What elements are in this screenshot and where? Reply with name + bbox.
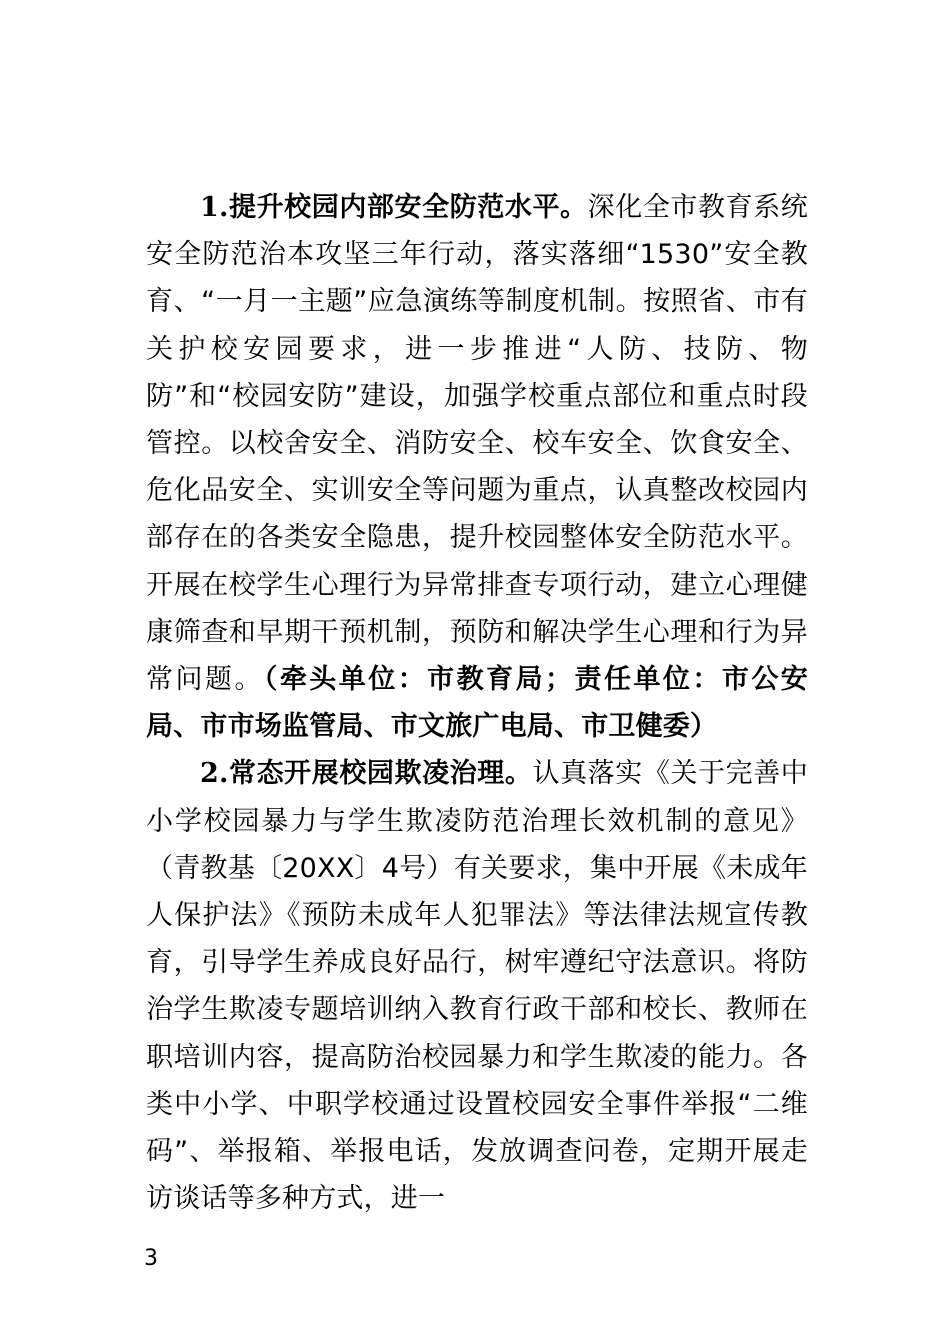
paragraph-1-body: 深化全市教育系统安全防范治本攻坚三年行动，落实落细“1530”安全教育、“一月一主题”应急演练等制度机制。按照省、市有关护校安园要求，进一步推进“人防、技防、物防”和“校园安防”建设，加强学校重点部位和重点时段管控。以校舍安全、消防安全、校车安全、饮食安全、危化品安全、实训安全等问题为重点，认真整改校园内部存在的各类安全隐患，提升校园整体安全防范水平。开展在校学生心理行为异常排查专项行动，建立心理健康筛查和早期干预机制，预防和解决学生心理和行为异常问题。 bbox=[146, 192, 808, 696]
page-number: 3 bbox=[144, 1246, 158, 1271]
paragraph-1-responsibility: （牵头单位：市教育局；责任单位：市公安局、市市场监管局、市文旅广电局、市卫健委） bbox=[146, 664, 808, 743]
paragraph-1-heading: 提升校园内部安全防范水平。 bbox=[228, 192, 588, 223]
paragraph-1-number: 1. bbox=[200, 192, 229, 223]
paragraph-2-heading: 常态开展校园欺凌治理。 bbox=[228, 758, 533, 790]
document-page bbox=[146, 184, 808, 1222]
paragraph-2-number: 2. bbox=[200, 758, 229, 790]
paragraph-1 bbox=[146, 184, 808, 750]
paragraph-2-body: 认真落实《关于完善中小学校园暴力与学生欺凌防范治理长效机制的意见》（青教基〔20XX〕4号）有关要求，集中开展《未成年人保护法》《预防未成年人犯罪法》等法律法规宣传教育，引导学生养成良好品行，树牢遵纪守法意识。将防治学生欺凌专题培训纳入教育行政干部和校长、教师在职培训内容，提高防治校园暴力和学生欺凌的能力。各类中小学、中职学校通过设置校园安全事件举报“二维码”、举报箱、举报电话，发放调查问卷，定期开展走访谈话等多种方式，进一 bbox=[146, 758, 808, 1215]
paragraph-2 bbox=[146, 750, 808, 1222]
